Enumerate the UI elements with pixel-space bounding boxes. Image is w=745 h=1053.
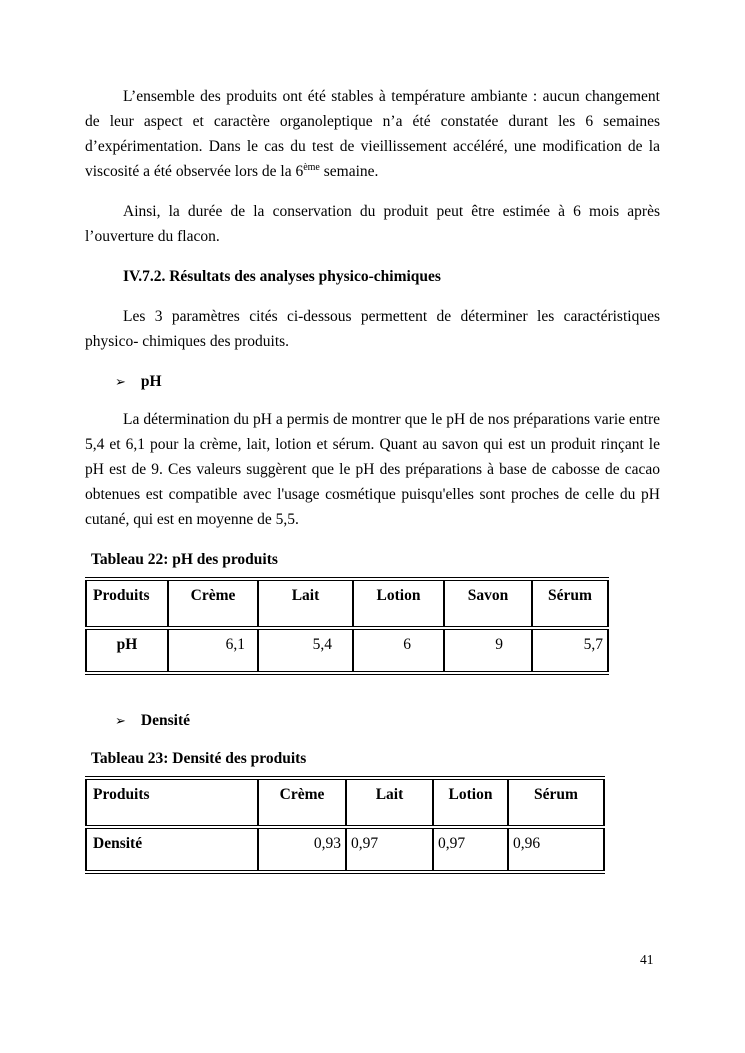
column-header: Crème (168, 579, 258, 628)
table-ph (85, 577, 609, 675)
column-header: Lotion (353, 579, 444, 628)
page-content (85, 84, 660, 874)
column-header: Crème (258, 778, 346, 827)
table-cell: 5,4 (258, 628, 353, 673)
column-header: Produits (86, 579, 168, 628)
section-heading: IV.7.2. Résultats des analyses physico-chimiques (123, 268, 441, 285)
column-header: Lotion (433, 778, 508, 827)
paragraph-parameters: Les 3 paramètres cités ci-dessous permettent de déterminer les caractéristiques physico- chimiques des produits. (85, 308, 660, 350)
page-number: 41 (640, 952, 654, 967)
table-cell: 6 (353, 628, 444, 673)
column-header: Savon (444, 579, 532, 628)
paragraph-stability (85, 84, 660, 184)
superscript-ordinal: ème (303, 161, 320, 173)
table-row (86, 827, 604, 872)
table-row (86, 628, 608, 673)
bullet-item-densite (85, 708, 660, 734)
table22-caption: Tableau 22: pH des produits (91, 551, 278, 568)
bullet-item-ph (85, 369, 660, 395)
bullet-label: pH (140, 373, 162, 390)
column-header: Produits (86, 778, 258, 827)
table-cell: 9 (444, 628, 532, 673)
table-cell: 5,7 (532, 628, 608, 673)
column-header: Lait (258, 579, 353, 628)
column-header: Lait (346, 778, 433, 827)
table-header-row (86, 778, 604, 827)
table-cell: 6,1 (168, 628, 258, 673)
row-label: Densité (93, 835, 143, 852)
table-cell: 0,97 (346, 827, 433, 872)
paragraph-conservation: Ainsi, la durée de la conservation du produit peut être estimée à 6 mois après l’ouverture du flacon. (85, 203, 660, 245)
arrowhead-bullet-icon: ➢ (115, 375, 126, 390)
paragraph-text: L’ensemble des produits ont été stables à température ambiante : aucun changement de leur aspect et caractère organoleptique n’a été constatée durant les 6 semaines d’expérimentation. Dans le cas du test de vieillissement accéléré, une modification de la viscosité a été observée lors de la 6 (85, 88, 660, 180)
paragraph-ph-analysis: La détermination du pH a permis de montrer que le pH de nos préparations varie entre 5,4 et 6,1 pour la crème, lait, lotion et sérum. Quant au savon qui est un produit rinçant le pH est de 9. Ces valeurs suggèrent que le pH des préparations à base de cabosse de cacao obtenues est compatible avec l'usage cosmétique puisqu'elles sont proches de celle du pH cutané, qui est en moyenne de 5,5. (85, 411, 660, 528)
table-cell: 0,96 (508, 827, 604, 872)
row-label: pH (116, 636, 138, 653)
table-header-row (86, 579, 608, 628)
column-header: Sérum (508, 778, 604, 827)
paragraph-text: semaine. (319, 163, 379, 180)
table-densite (85, 776, 605, 874)
table23-caption: Tableau 23: Densité des produits (91, 750, 307, 767)
arrowhead-bullet-icon: ➢ (115, 714, 126, 729)
column-header: Sérum (532, 579, 608, 628)
bullet-label: Densité (140, 712, 190, 729)
table-cell: 0,93 (258, 827, 346, 872)
table-cell: 0,97 (433, 827, 508, 872)
